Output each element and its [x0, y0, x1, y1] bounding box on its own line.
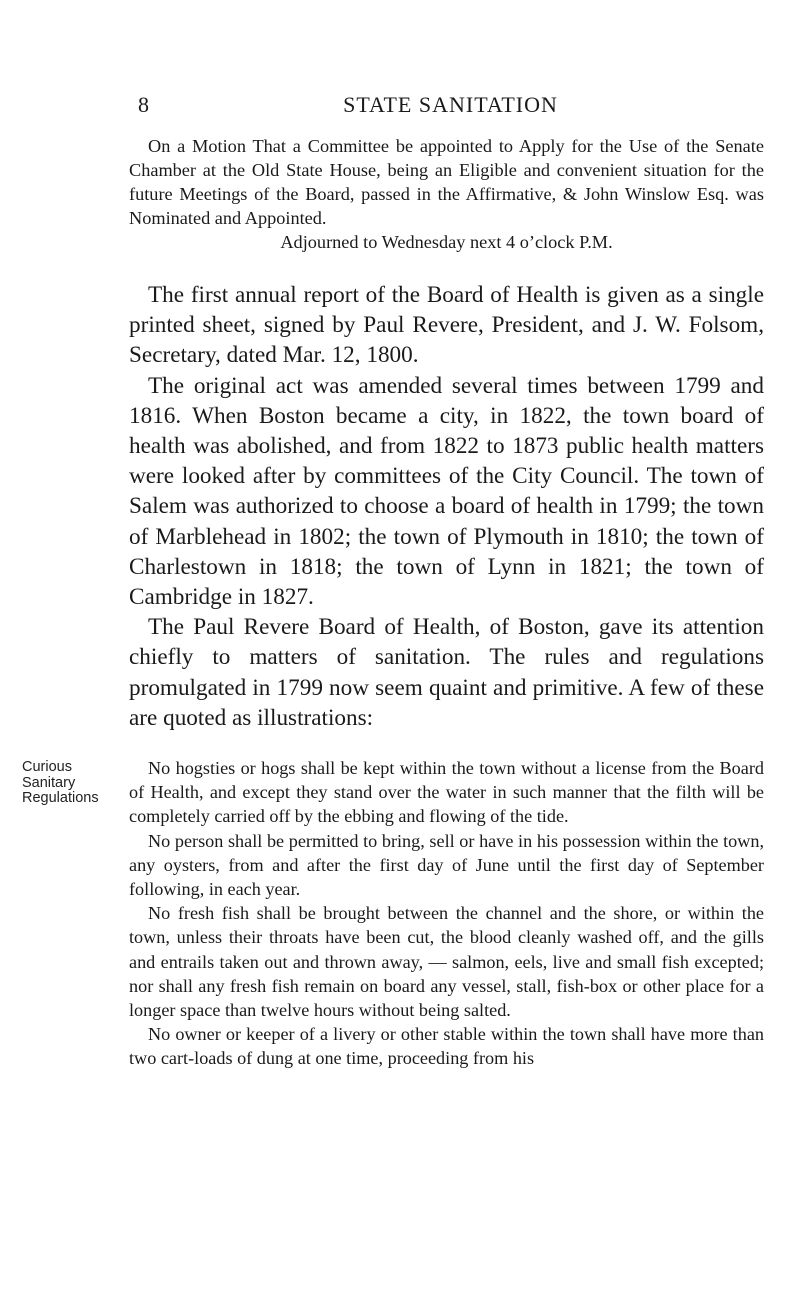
minutes-motion: On a Motion That a Committee be appointed to Apply for the Use of the Senate Chamber at the Old State House, being an Eligible and convenient situation for the future Meetings of the Board, passed in the Affirmative, & John Winslow Esq. was Nominated and Appointed.: [129, 136, 764, 228]
minutes-excerpt: [129, 134, 764, 254]
quoted-regulations: [129, 756, 764, 1071]
body-text: [129, 280, 764, 733]
regulation-paragraph: No owner or keeper of a livery or other stable within the town shall have more than two cart-loads of dung at one time, proceeding from his: [129, 1024, 764, 1069]
page-number: 8: [138, 92, 149, 117]
regulation-paragraph: No fresh fish shall be brought between the channel and the shore, or within the town, unless their throats have been cut, the blood cleanly washed off, and the gills and entrails taken out and thrown away, — salmon, eels, live and small fish excepted; nor shall any fresh fish remain on board any vessel, stall, fish-box or other place for a longer space than twelve hours without being salted.: [129, 903, 764, 1021]
regulation-paragraph: No person shall be permitted to bring, sell or have in his possession within the town, any oysters, from and after the first day of June until the first day of September following, in each year.: [129, 830, 764, 900]
regulation-paragraph: No hogsties or hogs shall be kept within the town without a license from the Board of Health, and except they stand over the water in such manner that the filth will be completely carried off by the ebbing and flowing of the tide.: [129, 758, 764, 827]
margin-note-line: Curious: [22, 759, 72, 775]
body-paragraph: The first annual report of the Board of Health is given as a single printed sheet, signed by Paul Revere, President, and J. W. Folsom, Secretary, dated Mar. 12, 1800.: [129, 282, 764, 369]
minutes-adjourned: Adjourned to Wednesday next 4 o’clock P.M.: [280, 232, 613, 252]
body-paragraph: The original act was amended several times between 1799 and 1816. When Boston became a city, in 1822, the town board of health was abolished, and from 1822 to 1873 public health matters were looked after by committees of the City Council. The town of Salem was authorized to choose a board of health in 1799; the town of Marblehead in 1802; the town of Plymouth in 1810; the town of Charlestown in 1818; the town of Lynn in 1821; the town of Cambridge in 1827.: [129, 372, 764, 611]
margin-note-line: Regulations: [22, 790, 99, 806]
body-paragraph: The Paul Revere Board of Health, of Boston, gave its attention chiefly to matters of sanitation. The rules and regulations promulgated in 1799 now seem quaint and primitive. A few of these are quoted as illustrations:: [129, 614, 764, 731]
page-header: [138, 92, 763, 122]
margin-note: [22, 760, 122, 807]
margin-note-line: Sanitary: [22, 774, 76, 791]
running-head: STATE SANITATION: [343, 92, 558, 117]
